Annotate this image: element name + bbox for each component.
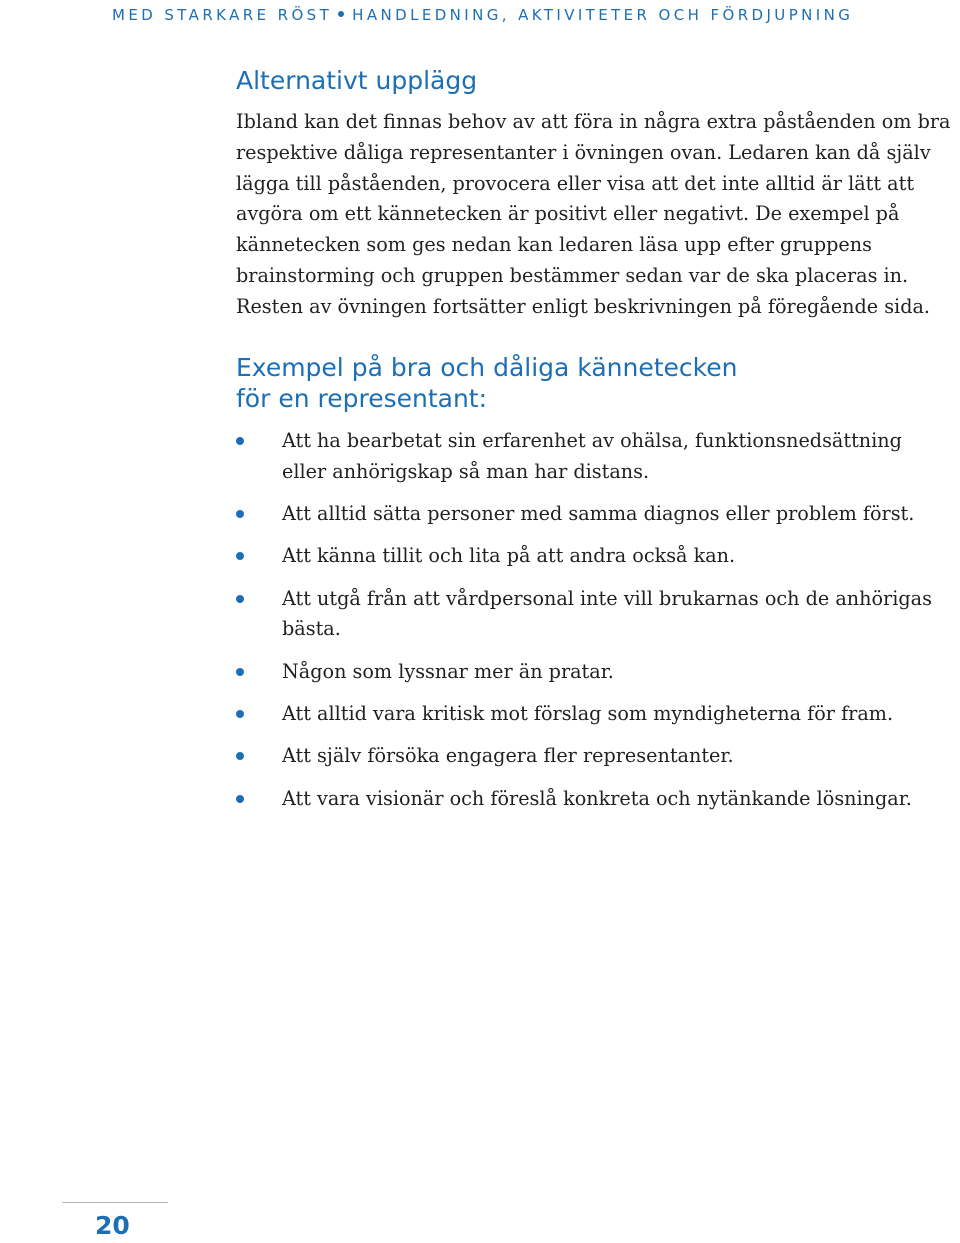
list-item-text: Att själv försöka engagera fler representanter.: [282, 744, 734, 768]
bullet-icon: [236, 510, 244, 518]
running-header-subtitle: HANDLEDNING, AKTIVITETER OCH FÖRDJUPNING: [352, 6, 854, 24]
list-item-text: Att utgå från att vårdpersonal inte vill brukarnas och de anhörigas bästa.: [282, 586, 932, 641]
bullet-dot-icon: [338, 11, 344, 17]
list-item-text: Någon som lyssnar mer än pratar.: [282, 659, 614, 683]
bullet-icon: [236, 437, 244, 445]
list-item: [236, 584, 936, 646]
list-item: [236, 699, 936, 730]
examples-list: [236, 426, 936, 826]
running-header-title: MED STARKARE RÖST: [112, 6, 333, 24]
list-item-text: Att vara visionär och föreslå konkreta och nytänkande lösningar.: [282, 786, 912, 810]
examples-title-line2: för en representant:: [236, 384, 488, 413]
page-number: 20: [95, 1211, 130, 1240]
list-item-text: Att alltid vara kritisk mot förslag som myndigheterna för fram.: [282, 702, 894, 726]
section-title: Alternativt upplägg: [236, 66, 478, 95]
list-item: [236, 499, 936, 530]
list-item: [236, 426, 936, 488]
list-item: [236, 784, 936, 815]
examples-title-line1: Exempel på bra och dåliga kännetecken: [236, 353, 738, 382]
bullet-icon: [236, 710, 244, 718]
examples-title: [236, 352, 737, 414]
section-body: Ibland kan det finnas behov av att föra in några extra påståenden om bra respektive dåliga representanter i övningen ovan. Ledaren kan då själv lägga till påståenden, provocera eller visa att det inte alltid är lätt att avgöra om ett kännetecken är positivt eller negativt. De exempel på kännetecken som ges nedan kan ledaren läsa upp efter gruppens brainstorming och gruppen bestämmer sedan var de ska placeras in. Resten av övningen fortsätter enligt beskrivningen på föregående sida.: [236, 110, 951, 318]
footer-divider: [62, 1202, 168, 1203]
bullet-icon: [236, 752, 244, 760]
list-item: [236, 541, 936, 572]
list-item-text: Att känna tillit och lita på att andra också kan.: [282, 544, 736, 568]
bullet-icon: [236, 668, 244, 676]
list-item: [236, 741, 936, 772]
list-item-text: Att alltid sätta personer med samma diagnos eller problem först.: [282, 502, 915, 526]
list-item-text: Att ha bearbetat sin erfarenhet av ohälsa, funktionsnedsättning eller anhörigskap så man har distans.: [282, 429, 902, 483]
bullet-icon: [236, 795, 244, 803]
bullet-icon: [236, 552, 244, 560]
running-header: [112, 6, 853, 24]
list-item: [236, 657, 936, 688]
bullet-icon: [236, 595, 244, 603]
